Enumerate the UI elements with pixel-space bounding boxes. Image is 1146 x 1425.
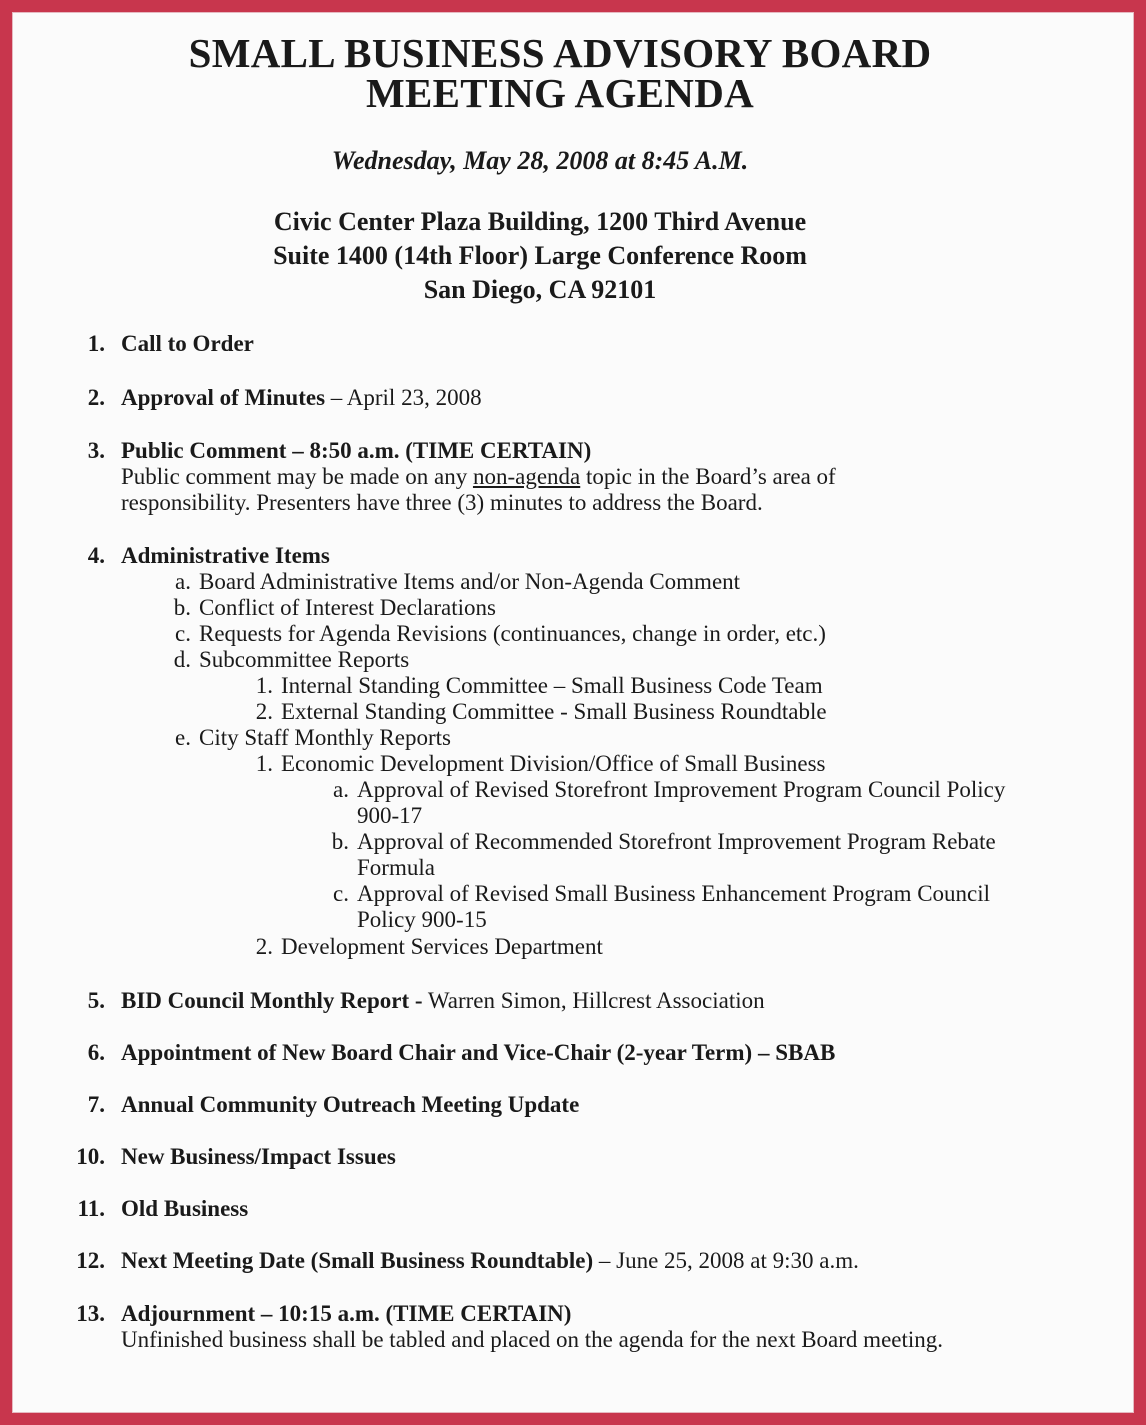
item-title: Next Meeting Date (Small Business Roundtable)	[121, 1248, 594, 1273]
description-underlined-text: non-agenda	[472, 464, 581, 489]
location-line-2: Suite 1400 (14th Floor) Large Conference Room	[273, 241, 807, 270]
item-title: Old Business	[121, 1196, 249, 1221]
item-title: Appointment of New Board Chair and Vice-Chair (2-year Term) – SBAB	[121, 1040, 836, 1065]
item-detail: Warren Simon, Hillcrest Association	[422, 988, 765, 1013]
item-number: 6.	[87, 1040, 105, 1065]
sub-label: b.	[331, 829, 349, 854]
title-line-2: MEETING AGENDA	[365, 70, 755, 116]
sub-text-continued: Policy 900-15	[357, 907, 487, 932]
agenda-document	[12, 12, 1134, 1413]
sub-text: Subcommittee Reports	[199, 647, 410, 672]
item-title: Administrative Items	[121, 543, 330, 568]
sub-label: d.	[173, 647, 191, 672]
item-detail: – April 23, 2008	[325, 385, 482, 410]
sub-text: Approval of Revised Small Business Enhancement Program Council	[357, 881, 991, 906]
item-title: Approval of Minutes	[121, 385, 326, 410]
sub-text: Approval of Revised Storefront Improvement Program Council Policy	[357, 777, 1006, 802]
item-number: 7.	[87, 1092, 105, 1117]
item-title: Adjournment – 10:15 a.m. (TIME CERTAIN)	[121, 1301, 572, 1326]
sub-label: e.	[175, 725, 191, 750]
sub-text: City Staff Monthly Reports	[199, 725, 451, 750]
sub-label: 1.	[255, 751, 273, 776]
sub-label: a.	[175, 569, 191, 594]
sub-label: 1.	[255, 673, 273, 698]
description-text: topic in the Board’s area of	[580, 464, 836, 489]
sub-text: Approval of Recommended Storefront Improvement Program Rebate	[357, 829, 996, 854]
document-title	[13, 30, 1146, 116]
sub-text: Economic Development Division/Office of Small Business	[281, 751, 826, 776]
item-number: 2.	[87, 385, 105, 410]
sub-text: Requests for Agenda Revisions (continuances, change in order, etc.)	[199, 621, 826, 646]
sub-text: Board Administrative Items and/or Non-Agenda Comment	[199, 569, 741, 594]
meeting-location	[0, 205, 1107, 307]
item-number: 5.	[87, 988, 105, 1013]
item-title: Public Comment – 8:50 a.m. (TIME CERTAIN)	[121, 438, 592, 463]
sub-text: Development Services Department	[281, 934, 603, 959]
item-number: 1.	[87, 331, 105, 356]
item-description-line-1	[121, 464, 836, 490]
sub-label: 2.	[255, 934, 273, 959]
location-line-3: San Diego, CA 92101	[423, 275, 657, 304]
location-line-1: Civic Center Plaza Building, 1200 Third Avenue	[273, 207, 807, 236]
sub-text: Internal Standing Committee – Small Business Code Team	[281, 673, 823, 698]
sub-text: Conflict of Interest Declarations	[199, 595, 496, 620]
title-line-1: SMALL BUSINESS ADVISORY BOARD	[188, 30, 932, 76]
item-description-line-1: Unfinished business shall be tabled and placed on the agenda for the next Board meeting.	[121, 1327, 944, 1352]
item-number: 12.	[76, 1248, 105, 1273]
item-title: New Business/Impact Issues	[121, 1144, 396, 1169]
item-title: BID Council Monthly Report -	[121, 988, 423, 1013]
sub-label: a.	[333, 777, 349, 802]
sub-label: 2.	[255, 699, 273, 724]
meeting-date: Wednesday, May 28, 2008 at 8:45 A.M.	[331, 146, 749, 175]
sub-text-continued: 900-17	[357, 803, 423, 828]
item-number: 4.	[87, 543, 105, 568]
sub-text: External Standing Committee - Small Business Roundtable	[281, 699, 827, 724]
sub-label: b.	[173, 595, 191, 620]
sub-label: c.	[175, 621, 191, 646]
item-title: Annual Community Outreach Meeting Update	[121, 1092, 580, 1117]
item-title: Call to Order	[121, 331, 254, 356]
sub-label: c.	[333, 881, 349, 906]
item-description-line-2: responsibility. Presenters have three (3) minutes to address the Board.	[121, 490, 763, 515]
description-text: Public comment may be made on any	[121, 464, 473, 489]
item-detail: – June 25, 2008 at 9:30 a.m.	[593, 1248, 859, 1273]
item-number: 11.	[77, 1196, 105, 1221]
item-number: 3.	[87, 438, 105, 463]
sub-text-continued: Formula	[357, 855, 435, 880]
item-number: 10.	[76, 1144, 105, 1169]
item-number: 13.	[76, 1301, 105, 1326]
